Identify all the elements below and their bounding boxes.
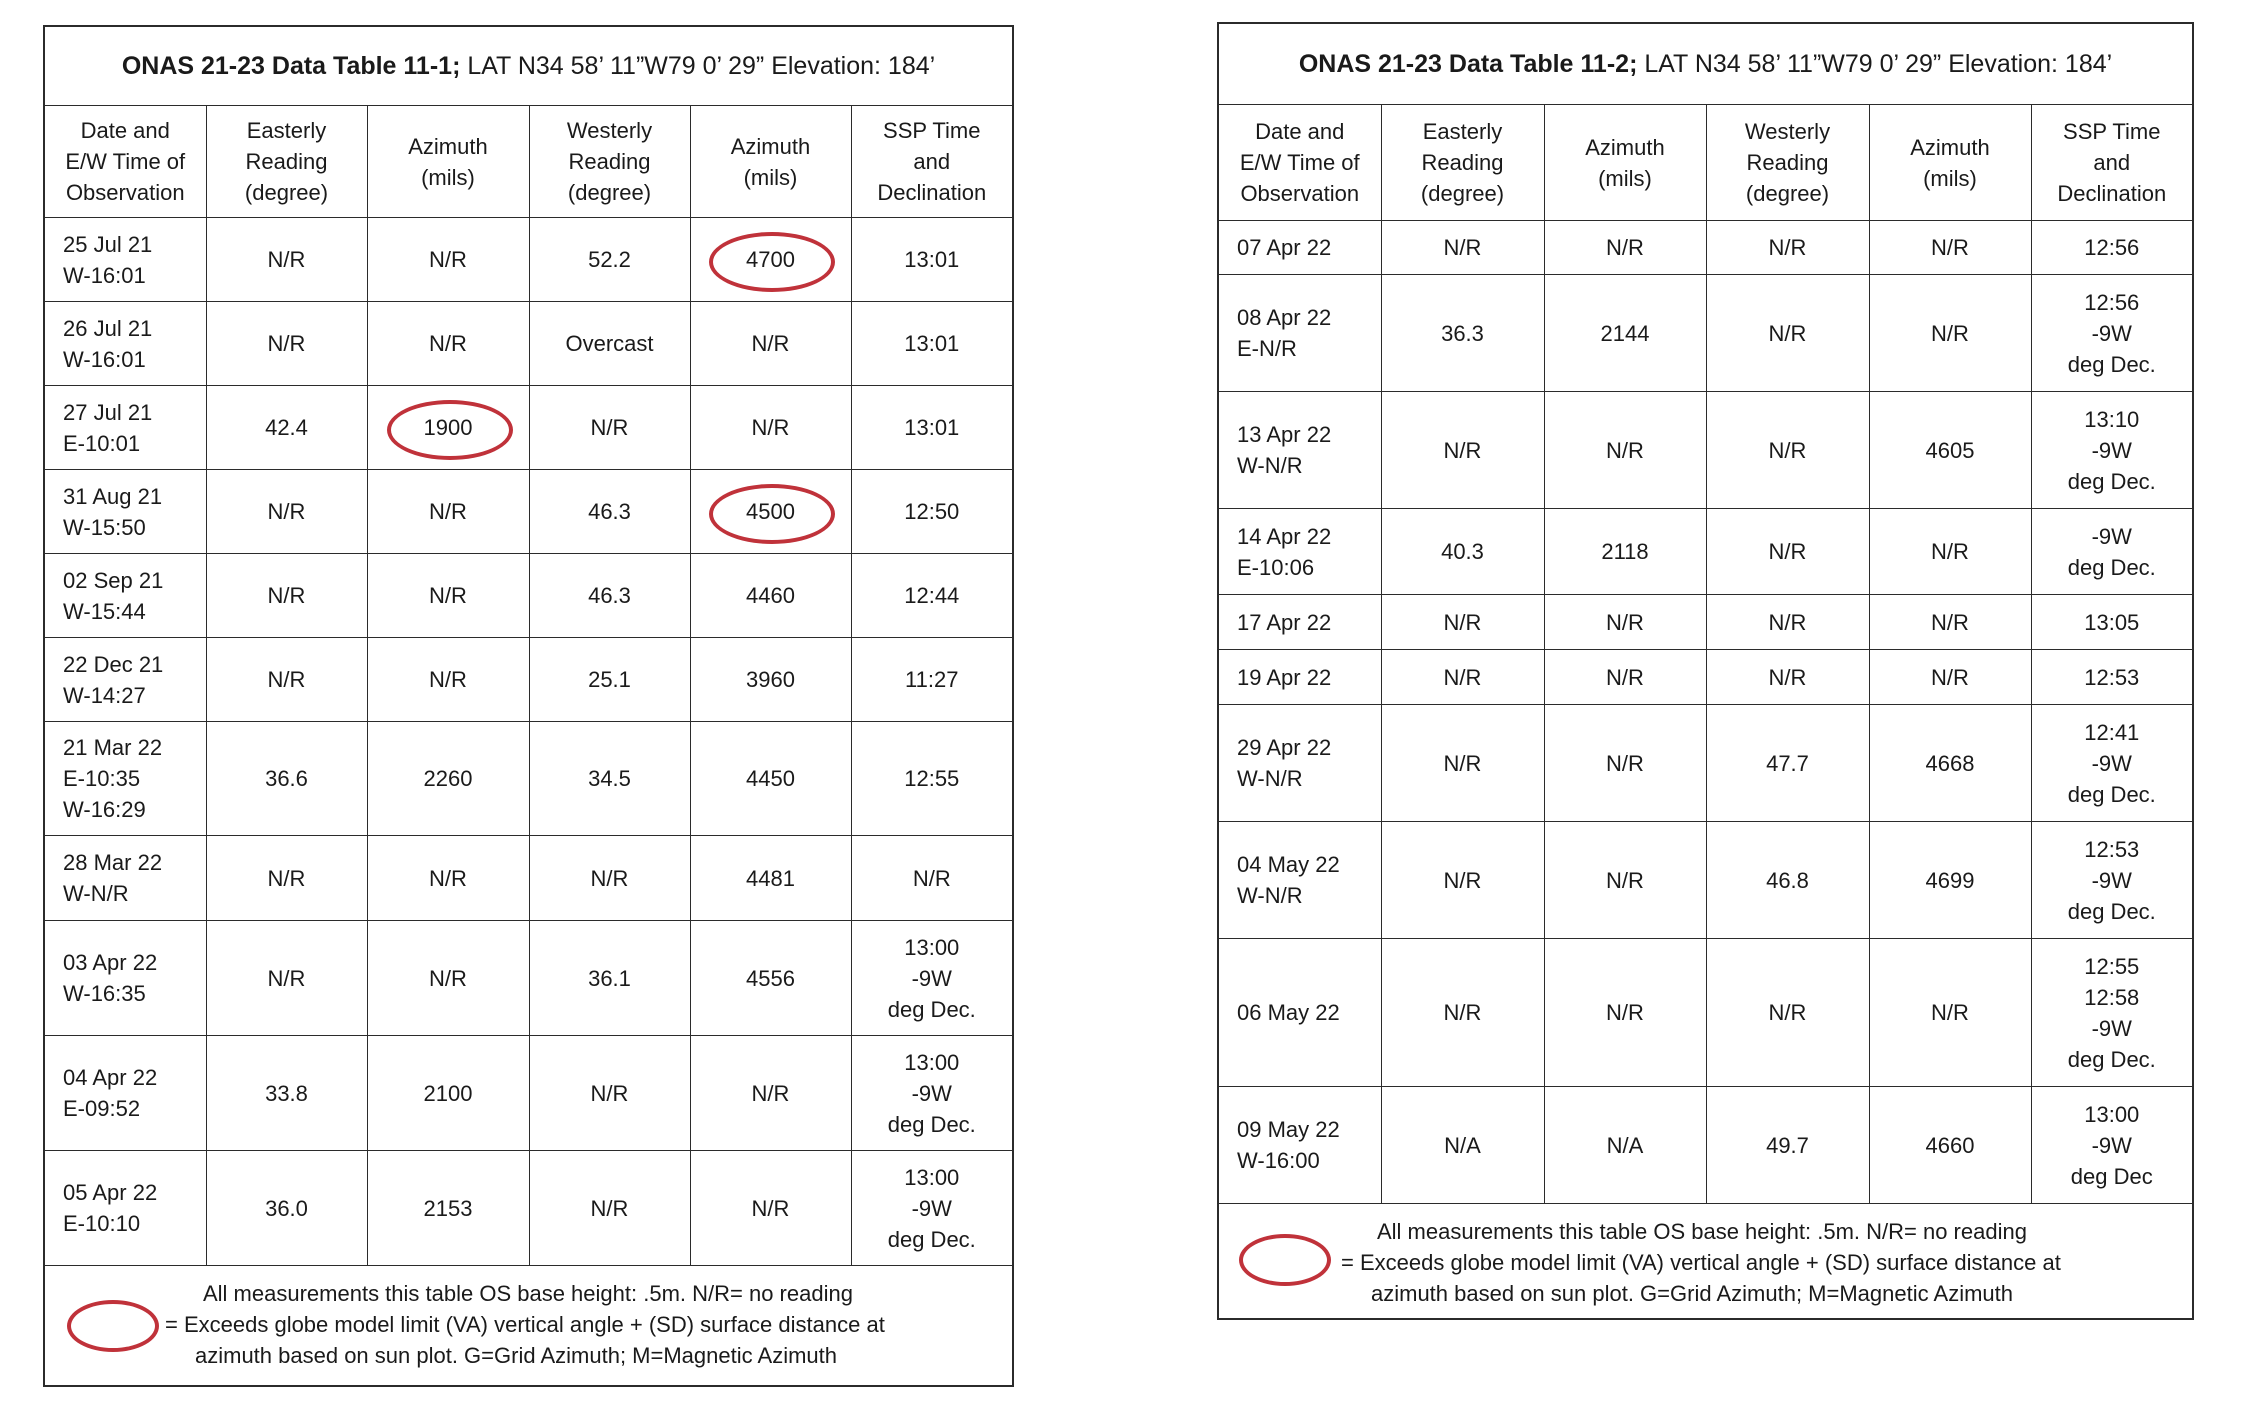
data-cell: 12:44	[851, 554, 1012, 638]
header-westerly: Westerly Reading (degree)	[529, 106, 690, 218]
header-date: Date and E/W Time of Observation	[45, 106, 206, 218]
date-cell: 03 Apr 22 W-16:35	[45, 921, 206, 1036]
date-cell: 31 Aug 21 W-15:50	[45, 470, 206, 554]
header-date: Date and E/W Time of Observation	[1219, 105, 1381, 221]
data-cell: 46.3	[529, 470, 690, 554]
exceeds-limit-circle: 1900	[424, 412, 473, 443]
table-row	[45, 470, 1012, 554]
table-row	[45, 921, 1012, 1036]
data-cell: N/R	[1706, 509, 1869, 595]
table-row	[1219, 595, 2192, 650]
data-cell: N/R	[206, 218, 367, 302]
data-cell: N/R	[206, 302, 367, 386]
data-cell: N/R	[1869, 509, 2031, 595]
table-title	[45, 27, 1012, 106]
data-cell: 12:56 -9W deg Dec.	[2031, 275, 2192, 392]
data-cell	[690, 470, 851, 554]
date-cell: 22 Dec 21 W-14:27	[45, 638, 206, 722]
data-cell: N/R	[851, 836, 1012, 921]
data-cell: 4481	[690, 836, 851, 921]
data-cell: N/R	[1381, 650, 1544, 705]
data-cell: N/R	[529, 386, 690, 470]
data-cell: 42.4	[206, 386, 367, 470]
data-cell: N/R	[1381, 822, 1544, 939]
exceeds-limit-circle: 4500	[746, 496, 795, 527]
data-cell: 46.3	[529, 554, 690, 638]
data-cell: 40.3	[1381, 509, 1544, 595]
data-cell: N/R	[529, 1151, 690, 1266]
data-cell: N/R	[206, 554, 367, 638]
date-cell: 09 May 22 W-16:00	[1219, 1087, 1381, 1204]
table-title-location: LAT N34 58’ 11”W79 0’ 29” Elevation: 184’	[460, 52, 935, 80]
data-cell: N/R	[367, 302, 529, 386]
data-cell: Overcast	[529, 302, 690, 386]
exceeds-limit-circle: 4700	[746, 244, 795, 275]
data-cell: N/R	[367, 836, 529, 921]
data-cell: N/R	[1381, 221, 1544, 275]
data-cell: 13:01	[851, 302, 1012, 386]
table-row	[45, 302, 1012, 386]
data-cell: N/A	[1381, 1087, 1544, 1204]
data-cell: N/R	[1544, 822, 1706, 939]
data-cell: 13:01	[851, 386, 1012, 470]
data-cell: N/R	[1706, 939, 1869, 1087]
header-row	[45, 106, 1012, 218]
table-title	[1219, 24, 2192, 105]
table-title-bold: ONAS 21-23 Data Table 11-2;	[1299, 50, 1638, 78]
data-cell: N/R	[367, 218, 529, 302]
data-cell: 4450	[690, 722, 851, 836]
data-cell: 13:00 -9W deg Dec	[2031, 1087, 2192, 1204]
data-cell: N/R	[367, 638, 529, 722]
data-cell: N/R	[1869, 221, 2031, 275]
data-cell: N/R	[690, 1151, 851, 1266]
table-row	[45, 386, 1012, 470]
data-cell: 12:53 -9W deg Dec.	[2031, 822, 2192, 939]
table-row	[45, 218, 1012, 302]
data-cell: 12:53	[2031, 650, 2192, 705]
data-table-11-1	[43, 25, 1014, 1387]
footer-line-2: = Exceeds globe model limit (VA) vertical angle + (SD) surface distance at	[165, 1309, 885, 1340]
legend-red-ellipse	[1239, 1234, 1331, 1286]
data-cell: 36.1	[529, 921, 690, 1036]
data-cell: N/R	[1544, 939, 1706, 1087]
data-cell: N/R	[1869, 275, 2031, 392]
data-cell: N/R	[1869, 595, 2031, 650]
data-cell: N/R	[1381, 705, 1544, 822]
data-cell: N/R	[1869, 650, 2031, 705]
header-azimuth-east: Azimuth (mils)	[367, 106, 529, 218]
data-cell: N/R	[206, 836, 367, 921]
table-row	[1219, 705, 2192, 822]
header-westerly: Westerly Reading (degree)	[1706, 105, 1869, 221]
table-title-location: LAT N34 58’ 11”W79 0’ 29” Elevation: 184’	[1637, 50, 2112, 78]
data-cell: N/R	[1544, 392, 1706, 509]
data-cell: N/R	[1706, 221, 1869, 275]
data-cell: N/R	[206, 638, 367, 722]
data-cell: 12:55 12:58 -9W deg Dec.	[2031, 939, 2192, 1087]
table-row	[45, 554, 1012, 638]
data-cell: 25.1	[529, 638, 690, 722]
header-easterly: Easterly Reading (degree)	[1381, 105, 1544, 221]
table-row	[45, 836, 1012, 921]
data-cell: N/R	[529, 1036, 690, 1151]
table-row	[45, 638, 1012, 722]
table-row	[1219, 822, 2192, 939]
data-cell: 12:55	[851, 722, 1012, 836]
data-cell: N/R	[1706, 595, 1869, 650]
data-cell: 13:01	[851, 218, 1012, 302]
footer-line-3: azimuth based on sun plot. G=Grid Azimuth; M=Magnetic Azimuth	[195, 1340, 837, 1371]
legend-red-ellipse	[67, 1300, 159, 1352]
data-cell: N/R	[690, 386, 851, 470]
date-cell: 21 Mar 22 E-10:35 W-16:29	[45, 722, 206, 836]
date-cell: 29 Apr 22 W-N/R	[1219, 705, 1381, 822]
header-easterly: Easterly Reading (degree)	[206, 106, 367, 218]
data-cell: 12:56	[2031, 221, 2192, 275]
data-cell: -9W deg Dec.	[2031, 509, 2192, 595]
data-cell: N/R	[690, 1036, 851, 1151]
data-cell: 4699	[1869, 822, 2031, 939]
data-cell: N/R	[1544, 595, 1706, 650]
data-cell: 4660	[1869, 1087, 2031, 1204]
table-row	[1219, 509, 2192, 595]
table-row	[45, 722, 1012, 836]
data-cell: 13:05	[2031, 595, 2192, 650]
table-row	[45, 1036, 1012, 1151]
data-cell: 34.5	[529, 722, 690, 836]
data-cell: 11:27	[851, 638, 1012, 722]
footer-line-1: All measurements this table OS base height: .5m. N/R= no reading	[1377, 1216, 2027, 1247]
data-cell: 12:50	[851, 470, 1012, 554]
date-cell: 17 Apr 22	[1219, 595, 1381, 650]
data-cell: N/R	[1869, 939, 2031, 1087]
date-cell: 13 Apr 22 W-N/R	[1219, 392, 1381, 509]
data-cell: 4556	[690, 921, 851, 1036]
data-cell: 36.3	[1381, 275, 1544, 392]
data-cell: 2260	[367, 722, 529, 836]
table-title-bold: ONAS 21-23 Data Table 11-1;	[122, 52, 461, 80]
footer-line-1: All measurements this table OS base height: .5m. N/R= no reading	[203, 1278, 853, 1309]
date-cell: 06 May 22	[1219, 939, 1381, 1087]
data-cell: 2100	[367, 1036, 529, 1151]
table-row	[1219, 275, 2192, 392]
data-table-11-2	[1217, 22, 2194, 1320]
data-cell: 36.6	[206, 722, 367, 836]
data-cell: 2118	[1544, 509, 1706, 595]
data-cell: N/A	[1544, 1087, 1706, 1204]
data-cell: 13:00 -9W deg Dec.	[851, 1036, 1012, 1151]
footer-line-3: azimuth based on sun plot. G=Grid Azimuth; M=Magnetic Azimuth	[1371, 1278, 2013, 1309]
data-cell: N/R	[1706, 650, 1869, 705]
data-cell: 2153	[367, 1151, 529, 1266]
table-row	[1219, 939, 2192, 1087]
header-ssp: SSP Time and Declination	[851, 106, 1012, 218]
data-cell: 13:10 -9W deg Dec.	[2031, 392, 2192, 509]
date-cell: 02 Sep 21 W-15:44	[45, 554, 206, 638]
table-row	[1219, 1087, 2192, 1204]
header-row	[1219, 105, 2192, 221]
header-ssp: SSP Time and Declination	[2031, 105, 2192, 221]
data-cell: N/R	[1706, 275, 1869, 392]
data-cell: 52.2	[529, 218, 690, 302]
data-cell	[690, 218, 851, 302]
data-cell: N/R	[206, 921, 367, 1036]
table-11-2	[1219, 24, 2192, 1359]
data-cell: 46.8	[1706, 822, 1869, 939]
data-cell: 4668	[1869, 705, 2031, 822]
data-cell: N/R	[1381, 595, 1544, 650]
date-cell: 27 Jul 21 E-10:01	[45, 386, 206, 470]
data-cell: N/R	[1381, 392, 1544, 509]
date-cell: 07 Apr 22	[1219, 221, 1381, 275]
data-cell: 13:00 -9W deg Dec.	[851, 1151, 1012, 1266]
data-cell: 36.0	[206, 1151, 367, 1266]
table-row	[1219, 392, 2192, 509]
table-11-1	[45, 27, 1012, 1421]
data-cell: N/R	[1544, 705, 1706, 822]
data-cell: 2144	[1544, 275, 1706, 392]
date-cell: 05 Apr 22 E-10:10	[45, 1151, 206, 1266]
header-azimuth-west: Azimuth (mils)	[1869, 105, 2031, 221]
data-cell: N/R	[1706, 392, 1869, 509]
table-row	[1219, 650, 2192, 705]
data-cell	[367, 386, 529, 470]
header-azimuth-east: Azimuth (mils)	[1544, 105, 1706, 221]
date-cell: 28 Mar 22 W-N/R	[45, 836, 206, 921]
data-cell: 13:00 -9W deg Dec.	[851, 921, 1012, 1036]
data-cell: N/R	[1544, 650, 1706, 705]
table-footer	[1219, 1204, 2192, 1360]
table-row	[1219, 221, 2192, 275]
date-cell: 19 Apr 22	[1219, 650, 1381, 705]
footer-line-2: = Exceeds globe model limit (VA) vertical angle + (SD) surface distance at	[1341, 1247, 2061, 1278]
data-cell: N/R	[1544, 221, 1706, 275]
data-cell: 12:41 -9W deg Dec.	[2031, 705, 2192, 822]
date-cell: 08 Apr 22 E-N/R	[1219, 275, 1381, 392]
data-cell: N/R	[367, 470, 529, 554]
date-cell: 25 Jul 21 W-16:01	[45, 218, 206, 302]
data-cell: N/R	[690, 302, 851, 386]
table-row	[45, 1151, 1012, 1266]
data-cell: N/R	[367, 921, 529, 1036]
date-cell: 14 Apr 22 E-10:06	[1219, 509, 1381, 595]
data-cell: 3960	[690, 638, 851, 722]
date-cell: 04 May 22 W-N/R	[1219, 822, 1381, 939]
data-cell: N/R	[529, 836, 690, 921]
data-cell: N/R	[1381, 939, 1544, 1087]
data-cell: 47.7	[1706, 705, 1869, 822]
data-cell: N/R	[206, 470, 367, 554]
data-cell: 4605	[1869, 392, 2031, 509]
data-cell: 33.8	[206, 1036, 367, 1151]
data-cell: 4460	[690, 554, 851, 638]
date-cell: 26 Jul 21 W-16:01	[45, 302, 206, 386]
date-cell: 04 Apr 22 E-09:52	[45, 1036, 206, 1151]
data-cell: 49.7	[1706, 1087, 1869, 1204]
data-cell: N/R	[367, 554, 529, 638]
table-footer	[45, 1266, 1012, 1421]
header-azimuth-west: Azimuth (mils)	[690, 106, 851, 218]
